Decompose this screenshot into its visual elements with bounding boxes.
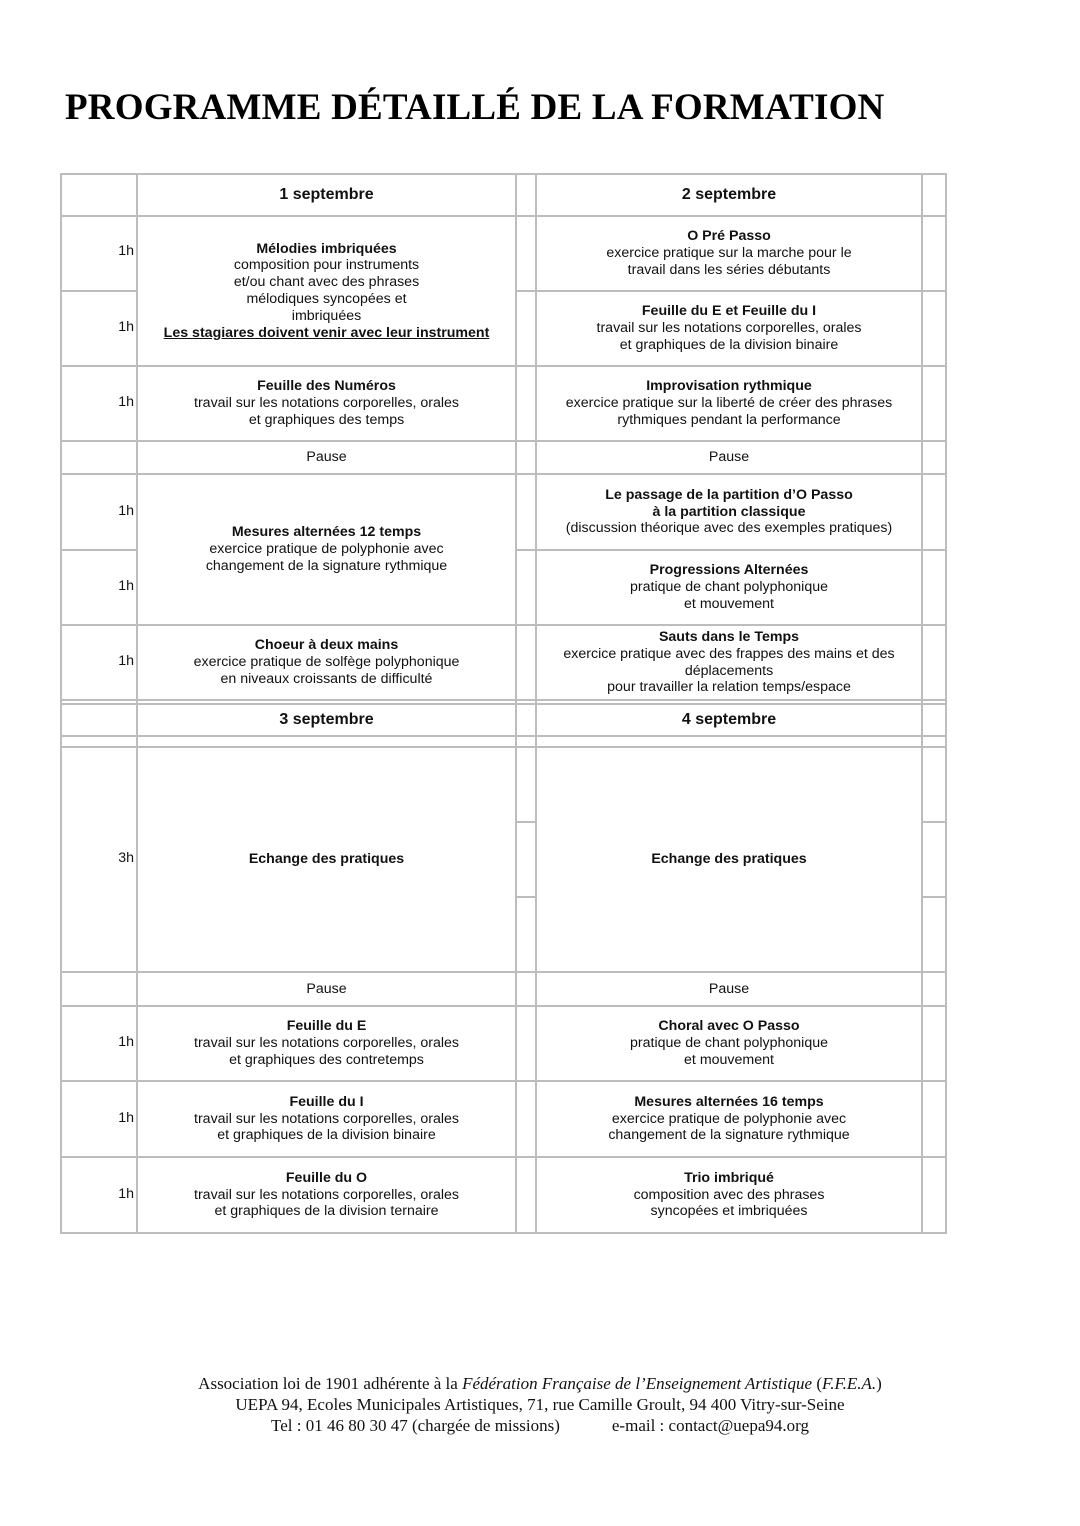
session-title: Feuille du O xyxy=(285,1169,368,1186)
grid-line xyxy=(60,1232,947,1234)
session-desc: composition avec des phrases xyxy=(633,1186,825,1203)
session-desc: travail sur les notations corporelles, orales xyxy=(194,1186,459,1203)
session-title: Mesures alternées 12 temps xyxy=(231,524,422,541)
session-title: Progressions Alternées xyxy=(649,562,809,579)
session-title: Improvisation rythmique xyxy=(646,378,812,395)
grid-line xyxy=(60,735,947,737)
grid-line xyxy=(60,699,947,701)
session-note: Les stagiares doivent venir avec leur instrument xyxy=(163,324,490,341)
session-title: Trio imbriqué xyxy=(684,1169,774,1186)
session-title: Le passage de la partition d’O Passo xyxy=(605,486,853,503)
session-desc: travail sur les notations corporelles, orales xyxy=(194,1110,459,1127)
federation-acronym: F.F.E.A. xyxy=(822,1374,877,1393)
session-desc: (discussion théorique avec des exemples pratiques) xyxy=(565,520,893,537)
pause-cell: Pause xyxy=(306,980,347,997)
session-cell xyxy=(138,475,515,624)
session-cell xyxy=(537,1007,921,1080)
footer-text: ) xyxy=(876,1374,882,1393)
duration-label: 1h xyxy=(118,503,134,519)
session-cell xyxy=(537,1082,921,1156)
footer-phone: Tel : 01 46 80 30 47 (chargée de missions) xyxy=(271,1416,560,1435)
session-desc: travail dans les séries débutants xyxy=(627,261,831,278)
session-desc: exercice pratique sur la liberté de créer des phrases xyxy=(565,395,893,412)
session-desc: travail sur les notations corporelles, orales xyxy=(194,395,459,412)
session-title: à la partition classique xyxy=(652,503,806,520)
session-desc: travail sur les notations corporelles, orales xyxy=(596,320,862,337)
grid-line xyxy=(515,896,535,898)
session-cell xyxy=(537,367,921,440)
session-title: Feuille des Numéros xyxy=(257,378,396,395)
session-cell xyxy=(138,1082,515,1156)
session-cell xyxy=(138,217,515,365)
session-title: Feuille du E et Feuille du I xyxy=(641,303,817,320)
session-desc: et mouvement xyxy=(684,1051,774,1068)
duration-label: 1h xyxy=(118,1034,134,1050)
session-desc: exercice pratique avec des frappes des mains et des xyxy=(563,645,895,662)
session-desc: changement de la signature rythmique xyxy=(205,557,448,574)
grid-line xyxy=(921,896,947,898)
session-desc: pratique de chant polyphonique xyxy=(630,1035,828,1052)
grid-line xyxy=(60,549,136,551)
session-cell xyxy=(138,1007,515,1080)
footer-address: UEPA 94, Ecoles Municipales Artistiques, 71, rue Camille Groult, 94 400 Vitry-sur-Seine xyxy=(235,1395,845,1414)
session-desc: pratique de chant polyphonique xyxy=(630,579,828,596)
session-desc: et graphiques de la division ternaire xyxy=(214,1203,439,1220)
footer-text: ( xyxy=(816,1374,822,1393)
session-desc: travail sur les notations corporelles, orales xyxy=(194,1035,459,1052)
session-cell xyxy=(138,367,515,440)
duration-label: 1h xyxy=(118,243,134,259)
footer-text: Association loi de 1901 adhérente à la xyxy=(198,1374,458,1393)
pause-cell: Pause xyxy=(708,980,750,997)
schedule-table xyxy=(60,173,947,1234)
session-desc: changement de la signature rythmique xyxy=(608,1127,850,1144)
session-desc: exercice pratique de solfège polyphonique xyxy=(193,654,460,671)
session-title: Sauts dans le Temps xyxy=(658,628,800,645)
duration-label: 1h xyxy=(118,1110,134,1126)
session-desc: et mouvement xyxy=(684,595,774,612)
session-cell xyxy=(138,1158,515,1232)
session-cell xyxy=(138,748,515,971)
duration-label: 1h xyxy=(118,653,134,669)
session-desc: exercice pratique de polyphonie avec xyxy=(611,1110,847,1127)
session-title: Echange des pratiques xyxy=(248,851,405,868)
session-title: Echange des pratiques xyxy=(651,851,807,868)
session-desc: mélodiques syncopées et xyxy=(246,291,407,307)
federation-name: Fédération Française de l’Enseignement Artistique xyxy=(462,1374,813,1393)
pause-cell: Pause xyxy=(708,449,750,466)
grid-line xyxy=(515,821,535,823)
day-header: 4 septembre xyxy=(681,710,777,728)
session-cell xyxy=(537,626,921,699)
footer-contact xyxy=(0,1415,1080,1436)
pause-cell: Pause xyxy=(306,449,347,466)
session-desc: composition pour instruments xyxy=(233,257,420,274)
session-desc: pour travailler la relation temps/espace xyxy=(607,679,851,696)
session-title: Choeur à deux mains xyxy=(254,637,399,654)
session-desc: imbriquées xyxy=(291,307,362,324)
grid-line xyxy=(60,290,136,292)
duration-label: 1h xyxy=(118,578,134,594)
duration-label: 1h xyxy=(118,319,134,335)
footer-email[interactable]: e-mail : contact@uepa94.org xyxy=(611,1416,809,1435)
session-desc: et graphiques de la division binaire xyxy=(619,336,839,353)
session-title: Feuille du I xyxy=(289,1093,364,1110)
session-cell xyxy=(138,626,515,699)
session-desc: et graphiques des contretemps xyxy=(229,1051,424,1068)
session-desc: en niveaux croissants de difficulté xyxy=(220,670,433,687)
session-desc: et/ou chant avec des phrases xyxy=(233,274,420,291)
duration-label: 3h xyxy=(118,850,134,866)
session-title: Mélodies imbriquées xyxy=(256,240,397,257)
footer-line xyxy=(0,1373,1080,1394)
page-title: PROGRAMME DÉTAILLÉ DE LA FORMATION xyxy=(65,87,885,128)
session-desc: syncopées et imbriquées xyxy=(650,1203,808,1220)
session-cell xyxy=(537,1158,921,1232)
session-cell xyxy=(537,475,921,549)
session-title: Mesures alternées 16 temps xyxy=(634,1093,824,1110)
session-desc: et graphiques des temps xyxy=(248,411,405,428)
duration-label: 1h xyxy=(118,394,134,410)
session-desc: rythmiques pendant la performance xyxy=(617,411,841,428)
session-cell xyxy=(537,217,921,290)
session-desc: exercice pratique sur la marche pour le xyxy=(606,245,852,262)
session-cell xyxy=(537,551,921,624)
session-desc: déplacements xyxy=(684,662,774,679)
session-title: Choral avec O Passo xyxy=(658,1018,800,1035)
footer xyxy=(0,1373,1080,1436)
session-desc: exercice pratique de polyphonie avec xyxy=(209,541,444,558)
day-header: 2 septembre xyxy=(681,185,777,203)
duration-label: 1h xyxy=(118,1186,134,1202)
day-header: 3 septembre xyxy=(279,710,374,728)
session-title: Feuille du E xyxy=(286,1018,367,1035)
day-header: 1 septembre xyxy=(279,185,374,203)
grid-line xyxy=(921,821,947,823)
session-cell xyxy=(537,292,921,365)
session-title: O Pré Passo xyxy=(687,228,771,245)
session-desc: et graphiques de la division binaire xyxy=(217,1127,436,1144)
session-cell xyxy=(537,748,921,971)
